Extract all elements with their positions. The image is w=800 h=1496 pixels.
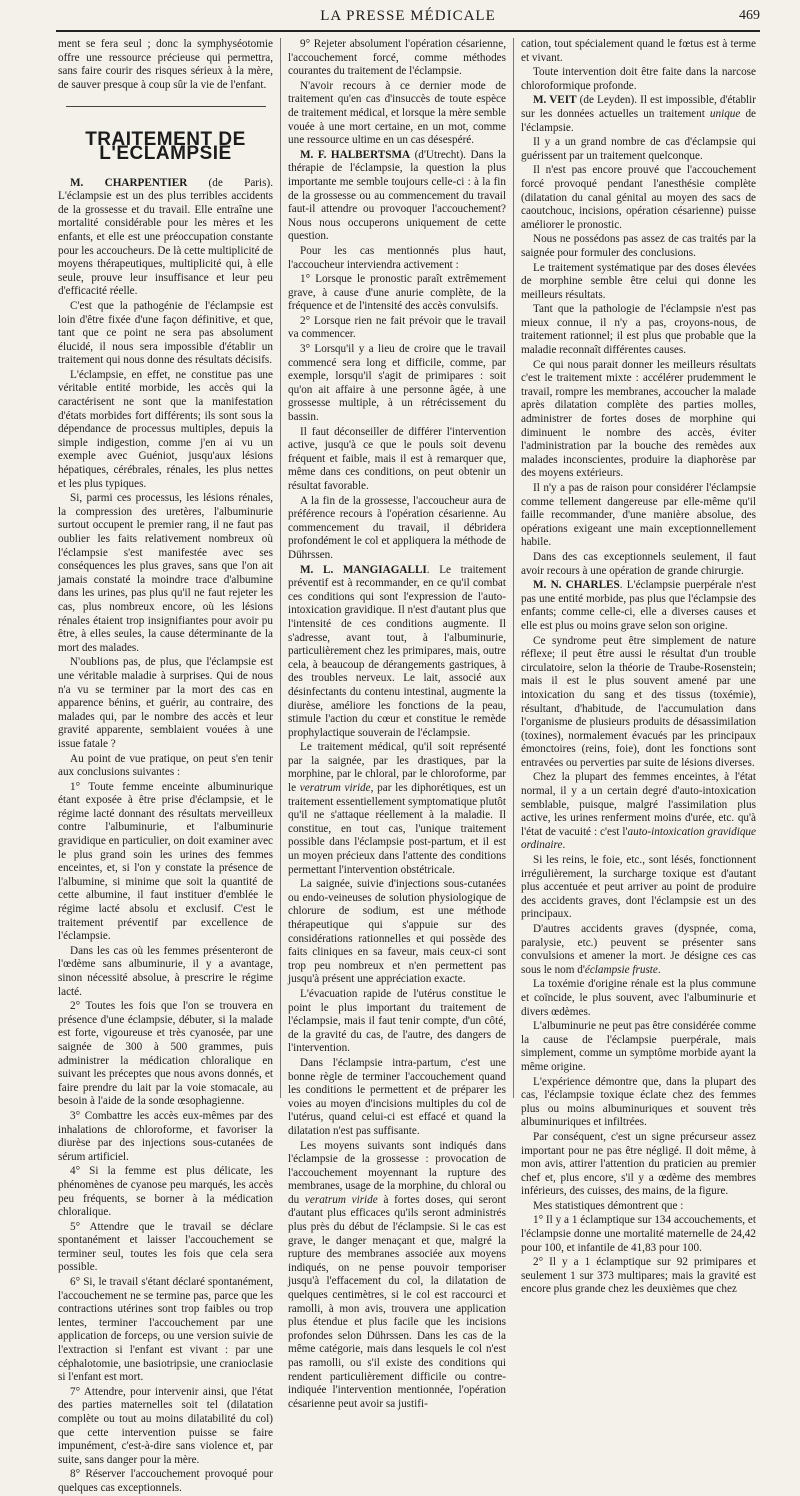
paragraph: M. F. HALBERTSMA (d'Utrecht). Dans la thérapie de l'éclampsie, la question la plus importante me semble toujours celle-ci : à la fin de la grossesse ou au commencement du travail faut-il attendre ou provoquer l'accouchement? Nous nous occuperons uniquement de cette question.	[288, 148, 506, 243]
paragraph: 7° Attendre, pour intervenir ainsi, que l'état des parties maternelles soit tel (dilatation complète ou tout au moins dilatabilité du col) que cette intervention puisse se faire impunément, c'est-à-dire sans violence et, par suite, sans danger pour la mère.	[58, 1385, 273, 1466]
paragraph: Il n'y a pas de raison pour considérer l'éclampsie comme tellement dangereuse par elle-même qu'il faille recommander, d'une manière absolue, des opérations exigeant une main exceptionnellement habile.	[521, 482, 756, 549]
speaker-name: M. N. CHARLES	[533, 579, 620, 592]
paragraph: 1° Toute femme enceinte albuminurique étant exposée à être prise d'éclampsie, et le régime lacté donnant des résultats merveilleux contre l'albuminurie, et l'albuminurie gravidique en particulier, on doit examiner avec le plus grand soin les urines des femmes enceintes, et, si l'on y constate la présence de l'albumine, si minime que soit la quantité de cette albumine, il faut instituer d'emblée le régime lacté absolu et exclusif. C'est le traitement préventif par excellence de l'éclampsie.	[58, 780, 273, 943]
paragraph: Nous ne possédons pas assez de cas traités par la saignée pour formuler des conclusions.	[521, 233, 756, 259]
paragraph: Au point de vue pratique, on peut s'en tenir aux conclusions suivantes :	[58, 752, 273, 779]
paragraph: Il y a un grand nombre de cas d'éclampsie qui guérissent par un traitement quelconque.	[521, 136, 756, 162]
paragraph: A la fin de la grossesse, l'accoucheur aura de préférence recours à l'opération césarienne. Au commencement du travail, il débridera profondément le col et appliquera la méthode de Dührssen.	[288, 494, 506, 561]
paragraph: Ce qui nous parait donner les meilleurs résultats c'est le traitement mixte : accélérer prudemment le travail, rompre les membranes, accoucher la malade après dilatation complète des parties molles, administrer de fortes doses de morphine qui diminuent le nombre des accès, éviter l'administration par la bouche des remèdes aux malades inconscientes, produire la diaphorèse par des moyens extérieurs.	[521, 358, 756, 480]
paragraph: 1° Il y a 1 éclamptique sur 134 accouchements, et l'éclampsie donne une mortalité maternelle de 24,42 pour 100, et infantile de 41,83 pour 100.	[521, 1214, 756, 1254]
paragraph: M. N. CHARLES. L'éclampsie puerpérale n'est pas une entité morbide, pas plus que l'éclampsie des enfants; comme celle-ci, elle a diverses causes et elle est plus ou moins grave selon son origine.	[521, 579, 756, 632]
paragraph: Si, parmi ces processus, les lésions rénales, la compression des uretères, l'albuminurie surtout occupent le premier rang, il ne faut pas oublier les faits relativement nombreux où l'éclampsie s'est manifestée avec ses conséquences les plus graves, sans que l'on ait jamais constaté la moindre trace d'albumine dans les urines, pas plus qu'il ne faut rejeter les cas, plus nombreux encore, où les lésions rénales étaient trop insignifiantes pour avoir pu être, à elles seules, la cause déterminante de la mort des malades.	[58, 492, 273, 654]
paragraph: cation, tout spécialement quand le fœtus est à terme et vivant.	[521, 38, 756, 64]
paragraph: C'est que la pathogénie de l'éclampsie est loin d'être fixée d'une façon définitive, et que, tant que ce point ne sera pas absolument élucidé, il nous sera impossible d'établir un traitement qui nous donne des résultats décisifs.	[58, 299, 273, 367]
paragraph: Tant que la pathologie de l'éclampsie n'est pas mieux connue, il n'y a pas, croyons-nous, de traitement rationnel; il est plus que probable que la maladie reconnaît différentes causes.	[521, 303, 756, 357]
paragraph: L'expérience démontre que, dans la plupart des cas, l'éclampsie toxique éclate chez des femmes plus ou moins albuminuriques et souvent très albuminuriques et infiltrées.	[521, 1075, 756, 1129]
paragraph: 8° Réserver l'accouchement provoqué pour quelques cas exceptionnels.	[58, 1468, 273, 1494]
paragraph: Chez la plupart des femmes enceintes, à l'état normal, il y a un certain degré d'auto-intoxication semblable, puisque, malgré l'assimilation plus active, les urines renferment moins d'urée, etc. qu'à l'état de vacuité : c'est l'auto-intoxication gravidique ordinaire.	[521, 771, 756, 852]
paragraph: Il n'est pas encore prouvé que l'accouchement forcé provoqué pendant l'anesthésie complète (dilatation du canal génital au moyen des sacs de caoutchouc, incisions, opération césarienne) puisse améliorer le pronostic.	[521, 164, 756, 231]
paragraph: Dans les cas où les femmes présenteront de l'œdème sans albuminurie, il y a avantage, sinon nécessité absolue, à prescrire le régime lacté.	[58, 944, 273, 998]
paragraph: L'éclampsie, en effet, ne constitue pas une véritable entité morbide, les accès qui la caractérisent ne sont que la manifestation d'états morbides fort différents; ils sont sous la dépendance de processus multiples, depuis la simple indigestion, comme j'en ai vu un exemple avec Guéniot, jusqu'aux lésions hépatiques, cérébrales, rénales, les plus nettes et les plus typiques.	[58, 368, 273, 490]
paragraph: N'oublions pas, de plus, que l'éclampsie est une véritable maladie à surprises. Qui de nous n'a vu se terminer par la mort des cas en apparence bénins, et guérir, au contraire, des malades qui, par le nombre des accès et leur gravité apparente, semblaient vouées à une issue fatale ?	[58, 656, 273, 750]
paragraph: 4° Si la femme est plus délicate, les phénomènes de cyanose peu marqués, les accès peu fréquents, se borner à la médication chloralique.	[58, 1165, 273, 1219]
paragraph: ment se fera seul ; donc la symphyséotomie offre une ressource précieuse qui permettra, sans faire courir des risques sérieux à la mère, de sauver presque à coup sûr la vie de l'enfant.	[58, 38, 273, 91]
column-2	[288, 38, 507, 1410]
paragraph: La saignée, suivie d'injections sous-cutanées ou endo-veineuses de solution physiologique de chlorure de sodium, est une méthode thérapeutique qui s'appuie sur des considérations rationnelles et qui possède des faits cliniques en sa faveur, mais ceux-ci sont trop peu nombreux et n'en permettent pas jusqu'à présent une appréciation exacte.	[288, 878, 506, 986]
paragraph: Toute intervention doit être faite dans la narcose chloroformique profonde.	[521, 66, 756, 92]
paragraph: M. VEIT (de Leyden). Il est impossible, d'établir sur les données actuelles un traitement unique de l'éclampsie.	[521, 94, 757, 134]
paragraph: M. CHARPENTIER (de Paris). L'éclampsie est un des plus terribles accidents de la grossesse et du travail. Elle entraîne une mortalité considérable pour les mères et les enfants, et elle est une préoccupation constante pour les accoucheurs. De là cette multiplicité de moyens thérapeutiques, multiplicité qui, à elle seule, prouve leur insuffisance et leur peu d'efficacité réelle.	[58, 176, 273, 298]
paragraph: 3° Combattre les accès eux-mêmes par des inhalations de chloroforme, et favoriser la diurèse par des injections sous-cutanées de sérum artificiel.	[58, 1109, 273, 1163]
column-1	[58, 38, 273, 1494]
column-3	[521, 38, 757, 1296]
speaker-name: M. CHARPENTIER	[70, 176, 188, 189]
paragraph: 1° Lorsque le pronostic paraît extrêmement grave, à cause d'une anurie complète, de la fréquence et de l'intensité des accès convulsifs.	[288, 273, 506, 313]
paragraph: Il faut déconseiller de différer l'intervention active, jusqu'à ce que le pouls soit devenu fréquent et faible, mais il est à remarquer que, même dans ces conditions, on peut obtenir un résultat favorable.	[288, 425, 506, 492]
paragraph: Pour les cas mentionnés plus haut, l'accoucheur interviendra activement :	[288, 244, 506, 271]
journal-title: LA PRESSE MÉDICALE	[320, 8, 496, 24]
paragraph: 2° Toutes les fois que l'on se trouvera en présence d'une éclampsie, débuter, si la malade est forte, vigoureuse et très cyanosée, par une saignée de 300 à 500 grammes, puis administrer la médication chloralique en suivant les préceptes que nous avons donnés, et faire prendre du lait par la voie stomacale, au besoin à l'aide de la sonde œsophagienne.	[58, 1000, 273, 1108]
paragraph: M. L. MANGIAGALLI. Le traitement préventif est à recommander, en ce qu'il combat ces conditions qui sont l'expression de l'auto-intoxication gravidique. Il n'est d'autant plus que l'intensité de ces conditions augmente. Il s'adresse, avant tout, à l'albuminurie, particulièrement chez les primipares, mais, outre cela, à beaucoup de dérangements gastriques, à des troubles nerveux. Le lait, associé aux désinfectants du contenu intestinal, augmente la diurèse, améliore les fonctions de la peau, stimule l'action du cœur et constitue le remède prophylactique souverain de l'éclampsie.	[288, 563, 507, 739]
page-number: 469	[739, 8, 760, 23]
paragraph: 5° Attendre que le travail se déclare spontanément et laisser l'accouchement se terminer seul, toutes les fois que cela sera possible.	[58, 1220, 273, 1274]
paragraph: 3° Lorsqu'il y a lieu de croire que le travail commencé sera long et difficile, comme, par exemple, lorsqu'il s'agit de primipares : soit qu'on ait affaire à une personne âgée, à une grossesse multiple, à un rétrécissement du bassin.	[288, 343, 506, 424]
paragraph: Le traitement systématique par des doses élevées de morphine semble être celui qui donne les meilleurs résultats.	[521, 261, 756, 301]
paragraph: La toxémie d'origine rénale est la plus commune et coïncide, le plus souvent, avec l'albuminurie et divers œdèmes.	[521, 978, 756, 1018]
section-title: TRAITEMENT DE L'ECLAMPSIE	[85, 129, 246, 164]
speaker-name: M. L. MANGIAGALLI	[300, 563, 427, 576]
paragraph: N'avoir recours à ce dernier mode de traitement qu'en cas d'insuccès de toute espèce de traitement médical, et lorsque la mère semble vouée à une mort certaine, en un mot, comme une ressource ultime en un cas désespéré.	[288, 79, 506, 147]
paragraph: Les moyens suivants sont indiqués dans l'éclampsie de la grossesse : provocation de l'accouchement moyennant la rupture des membranes, usage de la morphine, du chloral ou du veratrum viride à fortes doses, qui seront d'autant plus efficaces qu'ils seront administrés plus près du début de l'éclampsie. Si le cas est grave, le danger menaçant et que, malgré la rupture des membranes associée aux moyens indiqués, on ne pense pouvoir temporiser jusqu'à l'effacement du col, la dilatation de quelques centimètres, si le col est raccourci et ramolli, à mon avis, trouvera une application plus étendue et plus facile que les incisions profondes selon Dührssen. Dans les cas de la même catégorie, mais dans lesquels le col n'est pas ramolli, ou s'il existe des conditions qui rendent particulièrement difficile ou contre-indiquée l'intervention mentionnée, l'opération césarienne peut avoir sa justifi-	[288, 1139, 507, 1410]
column-divider	[280, 38, 281, 1098]
paragraph: L'albuminurie ne peut pas être considérée comme la cause de l'éclampsie puerpérale, mais simplement, comme un symptôme morbide ayant la même origine.	[521, 1020, 756, 1073]
paragraph: Ce syndrome peut être simplement de nature réflexe; il peut être aussi le résultat d'un trouble circulatoire, selon la théorie de Traube-Rosenstein; mais il est le plus souvent amené par une intoxication du sang et des tissus (toxémie), résultant, d'habitude, de l'accumulation dans l'organisme de plusieurs produits de désassimilation (toxines), normalement évacués par les principaux émonctoires (reins, foie), dont les fonctions sont entravées ou perverties par suite de lésions diverses.	[521, 634, 756, 769]
header-rule	[56, 30, 760, 32]
speaker-name: M. F. HALBERTSMA	[300, 148, 411, 161]
paragraph: 2° Il y a 1 éclamptique sur 92 primipares et seulement 1 sur 373 multipares; mais la gravité est encore plus grande chez les deuxièmes que chez	[521, 1256, 756, 1296]
column-divider	[513, 38, 514, 1098]
paragraph: 2° Lorsque rien ne fait prévoir que le travail va commencer.	[288, 314, 506, 341]
paragraph: Dans des cas exceptionnels seulement, il faut avoir recours à une opération de grande chirurgie.	[521, 550, 756, 577]
paragraph: 6° Si, le travail s'étant déclaré spontanément, l'accouchement ne se termine pas, parce que les contractions utérines sont trop faibles ou trop lentes, terminer l'accouchement par une application de forceps, ou une version suivie de l'extraction si l'enfant est vivant : par une céphalotomie, une basiotripsie, une cranioclasie si l'enfant est mort.	[58, 1276, 273, 1384]
paragraph: Si les reins, le foie, etc., sont lésés, fonctionnent irrégulièrement, la surcharge toxique est d'autant plus accentuée et peut arriver au point de produire des accidents graves, dont l'éclampsie est un des principaux.	[521, 854, 756, 921]
page-header	[56, 6, 760, 32]
section-rule	[66, 106, 266, 107]
paragraph: L'évacuation rapide de l'utérus constitue le point le plus important du traitement de l'éclampsie, mais il faut tenir compte, d'un côté, de la gravité du cas, de l'autre, des dangers de l'intervention.	[288, 987, 506, 1055]
paragraph: D'autres accidents graves (dyspnée, coma, paralysie, etc.) peuvent se présenter sans convulsions et amener la mort. Je désigne ces cas sous le nom d'éclampsie fruste.	[521, 923, 756, 976]
paragraph: Mes statistiques démontrent que :	[533, 1199, 684, 1212]
speaker-name: M. VEIT	[533, 94, 577, 107]
paragraph: 9° Rejeter absolument l'opération césarienne, l'accouchement forcé, comme méthodes courantes du traitement de l'éclampsie.	[288, 38, 506, 78]
paragraph: Par conséquent, c'est un signe précurseur assez important pour ne pas être négligé. Il doit même, à mon avis, attirer l'attention du praticien au premier chef et, plus encore, s'il y a œdème des membres inférieurs, des cuisses, des mains, de la figure.	[521, 1130, 756, 1198]
paragraph: Le traitement médical, qu'il soit représenté par la saignée, par les drastiques, par la morphine, par le chloral, par le chloroforme, par le veratrum viride, par les diphorétiques, est un traitement essentiellement symptomatique plutôt qu'il ne s'attaque réellement à la maladie. Il constitue, en tout cas, l'unique traitement possible dans l'éclampsie post-partum, et il est un moyen précieux dans l'attente des conditions permettant l'intervention obstétricale.	[288, 741, 507, 876]
paragraph: Dans l'éclampsie intra-partum, c'est une bonne règle de terminer l'accouchement quand les conditions le permettent et de préparer les voies au moyen d'incisions multiples du col de l'utérus, quand celui-ci est effacé et quand la dilatation n'est pas suffisante.	[288, 1056, 506, 1137]
